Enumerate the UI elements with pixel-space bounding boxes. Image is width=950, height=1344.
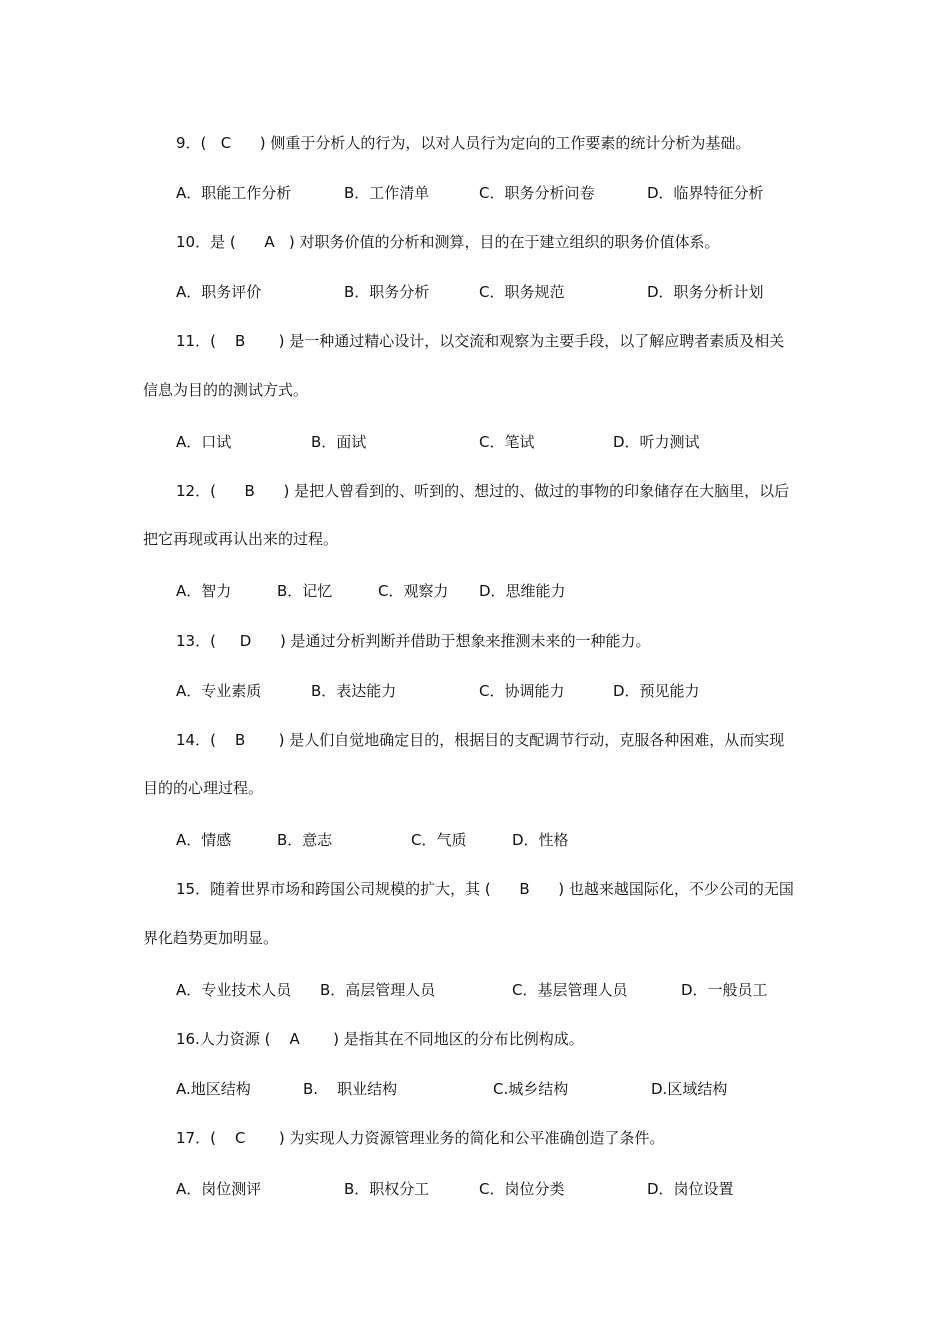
answer-option: A．情感 — [176, 831, 232, 849]
answer-option: B．意志 — [277, 831, 333, 849]
answer-option: B．职务分析 — [344, 283, 430, 301]
question-stem: 14．( B ) 是人们自觉地确定目的，根据目的支配调节行动，克服各种困难，从而实现 — [176, 731, 785, 749]
answer-option: D．预见能力 — [613, 682, 700, 700]
question-stem-continued: 目的的心理过程。 — [143, 779, 264, 797]
question-stem: 16.人力资源 ( A ) 是指其在不同地区的分布比例构成。 — [176, 1030, 584, 1048]
answer-option: D．听力测试 — [613, 433, 700, 451]
answer-option: A．口试 — [176, 433, 232, 451]
answer-option: C．职务规范 — [479, 283, 565, 301]
question-stem-continued: 信息为目的的测试方式。 — [143, 381, 309, 399]
question-stem: 13．( D ) 是通过分析判断并借助于想象来推测未来的一种能力。 — [176, 632, 651, 650]
answer-option: C．基层管理人员 — [512, 981, 628, 999]
answer-option: A．职务评价 — [176, 283, 262, 301]
answer-option: D．性格 — [512, 831, 569, 849]
answer-option: D．临界特征分析 — [647, 184, 764, 202]
question-stem: 10．是 ( A ) 对职务价值的分析和测算，目的在于建立组织的职务价值体系。 — [176, 233, 720, 251]
question-stem: 11．( B ) 是一种通过精心设计，以交流和观察为主要手段，以了解应聘者素质及相关 — [176, 332, 785, 350]
answer-option: C.城乡结构 — [493, 1080, 569, 1098]
answer-option: B. 职业结构 — [303, 1080, 398, 1098]
question-stem: 17．( C ) 为实现人力资源管理业务的简化和公平准确创造了条件。 — [176, 1129, 665, 1147]
answer-option: C．气质 — [411, 831, 467, 849]
question-stem: 12．( B ) 是把人曾看到的、听到的、想过的、做过的事物的印象储存在大脑里，以后 — [176, 482, 790, 500]
answer-option: C．笔试 — [479, 433, 535, 451]
answer-option: D.区域结构 — [651, 1080, 728, 1098]
answer-option: C．协调能力 — [479, 682, 565, 700]
answer-option: D．思维能力 — [479, 582, 566, 600]
answer-option: B．表达能力 — [311, 682, 397, 700]
answer-option: A．职能工作分析 — [176, 184, 292, 202]
answer-option: D．岗位设置 — [647, 1180, 734, 1198]
question-stem: 15．随着世界市场和跨国公司规模的扩大，其 ( B ) 也越来越国际化，不少公司的无国 — [176, 880, 794, 898]
answer-option: A．专业技术人员 — [176, 981, 292, 999]
answer-option: B．高层管理人员 — [320, 981, 436, 999]
question-stem: 9．( C ) 侧重于分析人的行为，以对人员行为定向的工作要素的统计分析为基础。 — [176, 134, 751, 152]
answer-option: A．智力 — [176, 582, 232, 600]
answer-option: D．一般员工 — [681, 981, 768, 999]
answer-option: C．岗位分类 — [479, 1180, 565, 1198]
answer-option: C．职务分析问卷 — [479, 184, 595, 202]
answer-option: B．记忆 — [277, 582, 333, 600]
answer-option: A．专业素质 — [176, 682, 262, 700]
question-stem-continued: 把它再现或再认出来的过程。 — [143, 530, 339, 548]
answer-option: D．职务分析计划 — [647, 283, 764, 301]
answer-option: C．观察力 — [378, 582, 449, 600]
answer-option: A.地区结构 — [176, 1080, 251, 1098]
answer-option: B．工作清单 — [344, 184, 430, 202]
answer-option: A．岗位测评 — [176, 1180, 262, 1198]
answer-option: B．职权分工 — [344, 1180, 430, 1198]
question-stem-continued: 界化趋势更加明显。 — [143, 929, 279, 947]
answer-option: B．面试 — [311, 433, 367, 451]
